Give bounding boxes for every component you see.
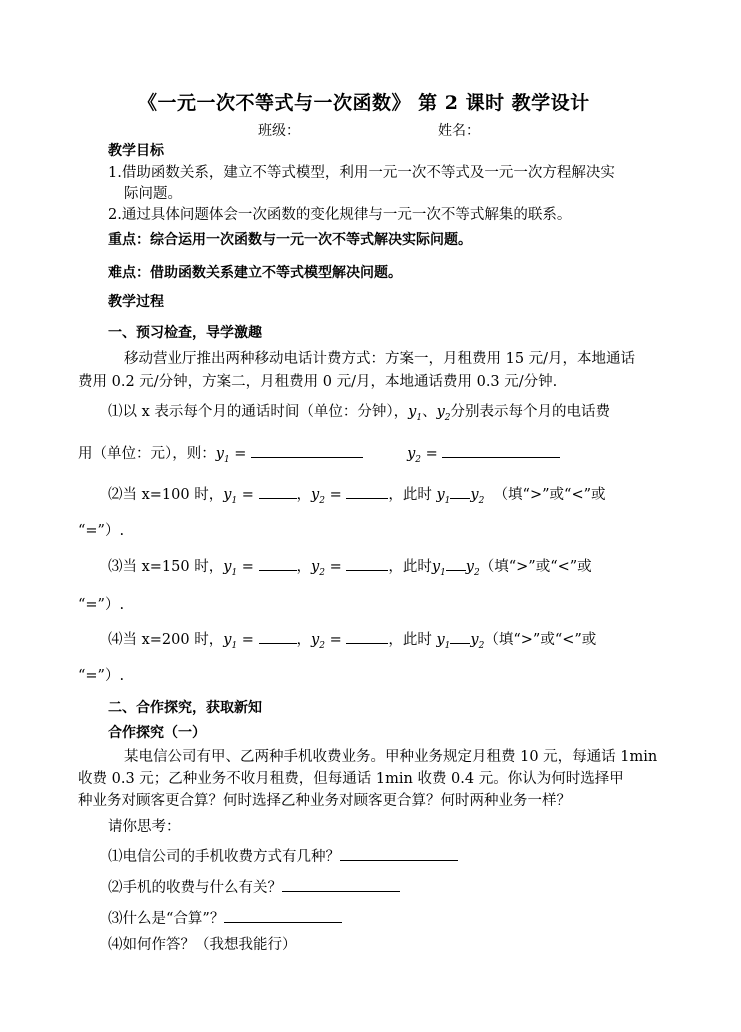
- section-2-heading: 二、合作探究，获取新知: [108, 700, 262, 716]
- q4-y1-blank[interactable]: [259, 629, 297, 644]
- question-2: ⑵当 x=100 时，$y_1$ = ，$y_2$ = ，此时 $y_1$ $y_2$ （填“>”或“<”或: [108, 483, 606, 506]
- question-3-close: “=”）.: [78, 597, 125, 613]
- objective-1-line-1: 1.借助函数关系，建立不等式模型，利用一元一次不等式及一元一次方程解决实: [108, 165, 615, 181]
- section-2-para-line-1: 某电信公司有甲、乙两种手机收费业务。甲种业务规定月租费 10 元，每通话 1min: [124, 749, 658, 765]
- question-2-close: “=”）.: [78, 523, 125, 539]
- section-2-para-line-3: 种业务对顾客更合算？何时选择乙种业务对顾客更合算？何时两种业务一样？: [78, 793, 571, 809]
- y2-symbol: $y_2$: [436, 404, 451, 423]
- think-prompt: 请你思考：: [108, 819, 181, 835]
- question-1-line-2: 用（单位：元），则：$y_1 = y_2$ =: [78, 442, 560, 465]
- question-1-line-1: ⑴以 x 表示每个月的通话时间（单位：分钟），$y_1$、$y_2$分别表示每个月的电话费: [108, 404, 611, 423]
- objective-1-line-2: 际问题。: [124, 186, 182, 202]
- q2-y1-blank[interactable]: [259, 484, 297, 499]
- think-3-blank[interactable]: [224, 908, 342, 923]
- q4-compare-blank[interactable]: [450, 629, 470, 644]
- question-3: ⑶当 x=150 时，$y_1$ = ，$y_2$ = ，此时$y_1$ $y_2$（填“>”或“<”或: [108, 555, 592, 578]
- section-1-intro-line-2: 费用 0.2 元/分钟，方案二，月租费用 0 元/月，本地通话费用 0.3 元/分钟.: [78, 374, 558, 390]
- objectives-heading: 教学目标: [108, 143, 164, 159]
- question-4-close: “=”）.: [78, 668, 125, 684]
- question-4: ⑷当 x=200 时，$y_1$ = ，$y_2$ = ，此时 $y_1$ $y_2$（填“>”或“<”或: [108, 628, 596, 651]
- q2-y2-blank[interactable]: [346, 484, 388, 499]
- page-title: 《一元一次不等式与一次函数》 第 2 课时 教学设计: [138, 92, 590, 114]
- question-1-text-b: 分别表示每个月的电话费: [450, 404, 611, 420]
- think-question-2: ⑵手机的收费与什么有关？: [108, 876, 400, 897]
- q4-y2-blank[interactable]: [346, 629, 388, 644]
- section-2-subheading: 合作探究（一）: [108, 725, 206, 741]
- q2-compare-blank[interactable]: [450, 484, 470, 499]
- y2-formula-blank[interactable]: [442, 443, 560, 458]
- key-point: 重点：综合运用一次函数与一元一次不等式解决实际问题。: [108, 232, 472, 248]
- name-label: 姓名：: [438, 123, 480, 139]
- q3-y2-blank[interactable]: [346, 556, 388, 571]
- think-question-3: ⑶什么是“合算”？: [108, 907, 342, 928]
- think-question-4: ⑷如何作答？（我想我能行）: [108, 937, 297, 953]
- y1-symbol: $y_1$: [408, 404, 423, 423]
- section-2-para-line-2: 收费 0.3 元；乙种业务不收月租费，但每通话 1min 收费 0.4 元。你认为何时选择甲: [78, 771, 624, 787]
- section-1-heading: 一、预习检查，导学激趣: [108, 325, 262, 341]
- think-2-blank[interactable]: [282, 877, 400, 892]
- y1-formula-blank[interactable]: [251, 443, 363, 458]
- question-1-text-c: 用（单位：元），则：: [78, 446, 216, 462]
- think-question-1: ⑴电信公司的手机收费方式有几种？: [108, 845, 458, 866]
- class-label: 班级：: [258, 123, 300, 139]
- question-1-text-a: ⑴以 x 表示每个月的通话时间（单位：分钟），: [108, 404, 409, 420]
- q3-y1-blank[interactable]: [259, 556, 297, 571]
- section-1-intro-line-1: 移动营业厅推出两种移动电话计费方式：方案一，月租费用 15 元/月，本地通话: [124, 351, 636, 367]
- q3-compare-blank[interactable]: [446, 556, 466, 571]
- objective-2: 2.通过具体问题体会一次函数的变化规律与一元一次不等式解集的联系。: [108, 207, 572, 223]
- process-heading: 教学过程: [108, 294, 164, 310]
- think-1-blank[interactable]: [340, 846, 458, 861]
- difficult-point: 难点：借助函数关系建立不等式模型解决问题。: [108, 265, 402, 281]
